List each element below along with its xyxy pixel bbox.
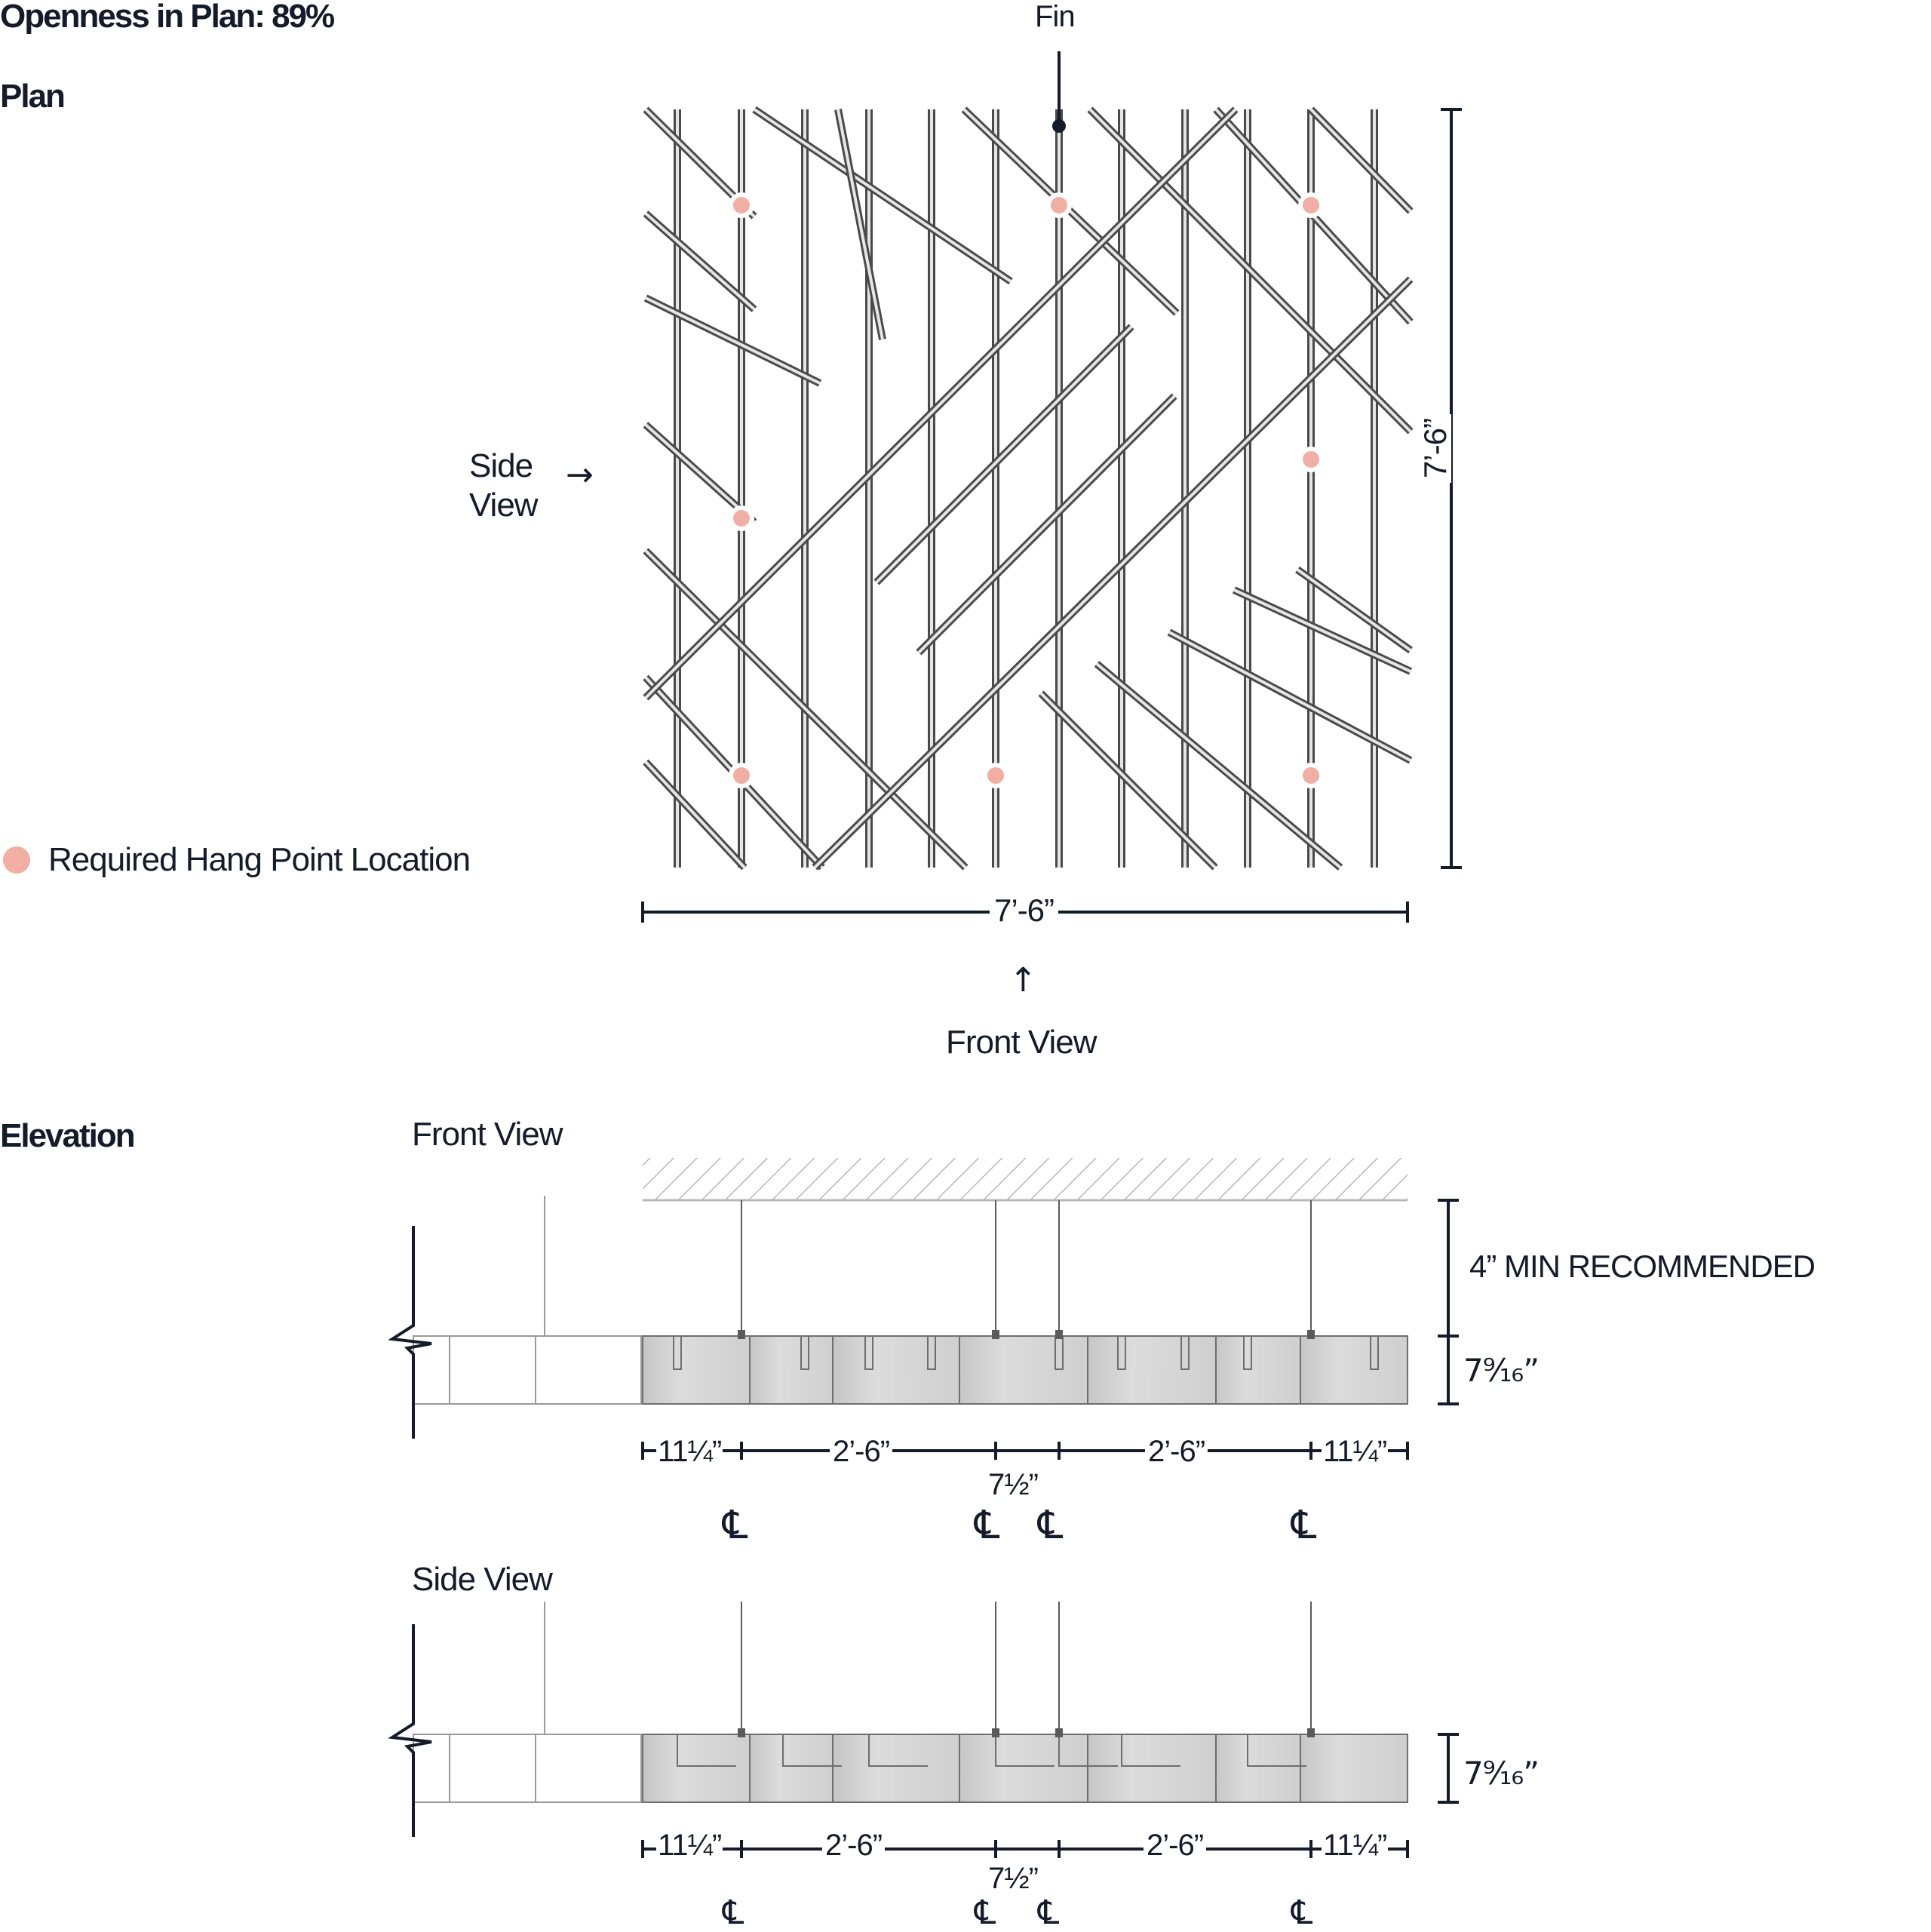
side-view-label-line2: View — [469, 487, 538, 524]
plan-heading: Plan — [0, 78, 64, 115]
side-dim-3: 2’-6” — [1144, 1830, 1206, 1860]
side-centerline-icon-4: ℄ — [1291, 1894, 1312, 1932]
front-cable-clip-4 — [1307, 1330, 1315, 1339]
side-break-line — [392, 1624, 431, 1837]
hang-point-1 — [733, 197, 750, 213]
front-cable-clip-2 — [992, 1330, 999, 1339]
hang-point-2 — [1051, 197, 1067, 213]
front-ceiling-hatch — [643, 1158, 1408, 1200]
plan-fin-diagonal-9-core — [646, 298, 820, 383]
front-dim-2: 2’-6” — [830, 1436, 892, 1467]
front-panel-6 — [1216, 1336, 1300, 1404]
plan-fins — [646, 109, 1411, 868]
side-center-dim: 7½” — [988, 1862, 1038, 1895]
side-dim-4: 11¼” — [1323, 1829, 1387, 1862]
front-ghost-outline — [413, 1336, 643, 1404]
side-panel-3 — [833, 1734, 959, 1802]
side-panel-7 — [1300, 1734, 1408, 1802]
hang-point-7 — [987, 767, 1004, 784]
side-centerline-icon-1: ℄ — [723, 1894, 744, 1932]
front-dim-4: 11¼” — [1323, 1435, 1387, 1468]
front-panel-3 — [833, 1336, 959, 1404]
side-panel-1 — [643, 1734, 750, 1802]
front-dim-3: 2’-6” — [1145, 1436, 1208, 1467]
front-panel-4 — [959, 1336, 1088, 1404]
side-dim-1: 11¼” — [658, 1829, 722, 1862]
side-panel-4 — [959, 1734, 1088, 1802]
plan-width-dimension: 7’-6” — [990, 895, 1058, 926]
front-cable-clip-1 — [738, 1330, 745, 1339]
fin-label: Fin — [1035, 0, 1075, 33]
plan-fin-diagonal-21-core — [876, 327, 1131, 582]
front-view-label: Front View — [946, 1024, 1097, 1061]
fin-leader-dot — [1052, 119, 1066, 133]
clearance-note: 4” MIN RECOMMENDED — [1469, 1249, 1816, 1284]
front-centerline-icon-1: ℄ — [723, 1503, 748, 1548]
side-elevation-title: Side View — [412, 1561, 552, 1598]
side-view-label-line1: Side — [469, 447, 533, 484]
side-dim-2: 2’-6” — [822, 1830, 885, 1860]
side-cable-clip-3 — [1055, 1728, 1063, 1737]
plan-height-dimension: 7’-6” — [1420, 414, 1451, 483]
front-centerline-icon-2: ℄ — [975, 1503, 999, 1548]
plan-fin-diagonal-22-core — [919, 396, 1174, 653]
front-panel-1 — [643, 1336, 750, 1404]
front-centerline-icon-4: ℄ — [1291, 1503, 1316, 1548]
hang-point-5 — [1303, 451, 1319, 468]
hang-point-8 — [1303, 767, 1319, 784]
hang-point-6 — [733, 767, 750, 784]
front-cable-clip-3 — [1055, 1330, 1063, 1339]
openness-heading: Openness in Plan: 89% — [0, 0, 334, 35]
hang-point-legend-label: Required Hang Point Location — [48, 841, 471, 878]
front-panel-7 — [1300, 1336, 1408, 1404]
front-center-dim: 7½” — [988, 1468, 1038, 1501]
hang-point-4 — [733, 510, 750, 527]
hang-point-legend-dot — [3, 846, 30, 874]
front-panel-2 — [750, 1336, 833, 1404]
side-panel-5 — [1088, 1734, 1216, 1802]
front-dim-1: 11¼” — [658, 1435, 722, 1468]
side-elevation — [392, 1602, 1459, 1862]
front-break-line — [392, 1226, 431, 1439]
hang-point-3 — [1303, 197, 1319, 213]
elevation-heading: Elevation — [0, 1117, 134, 1154]
side-centerline-icon-2: ℄ — [975, 1894, 996, 1932]
plan-dimensions — [643, 51, 1462, 923]
front-panel-5 — [1088, 1336, 1216, 1404]
side-view-arrow-icon: → — [566, 456, 593, 494]
plan-fin-diagonal-14-core — [1041, 693, 1215, 868]
side-cable-clip-1 — [738, 1728, 745, 1737]
side-height-dimension: 7⁹⁄₁₆” — [1463, 1755, 1540, 1792]
front-elevation-title: Front View — [412, 1116, 563, 1153]
front-height-dimension: 7⁹⁄₁₆” — [1463, 1352, 1540, 1389]
side-cable-clip-2 — [992, 1728, 999, 1737]
side-panel-6 — [1216, 1734, 1300, 1802]
plan-fin-diagonal-2-core — [754, 109, 1011, 281]
side-cable-clip-4 — [1307, 1728, 1315, 1737]
plan-fin-diagonal-3-core — [838, 109, 883, 339]
front-centerline-icon-3: ℄ — [1038, 1503, 1063, 1548]
front-view-arrow-icon: ↑ — [1009, 961, 1036, 1000]
side-panel-2 — [750, 1734, 833, 1802]
front-elevation — [392, 1158, 1459, 1460]
plan-fin-diagonal-7-core — [1311, 109, 1411, 211]
side-centerline-icon-3: ℄ — [1038, 1894, 1059, 1932]
side-ghost-outline — [413, 1734, 643, 1802]
